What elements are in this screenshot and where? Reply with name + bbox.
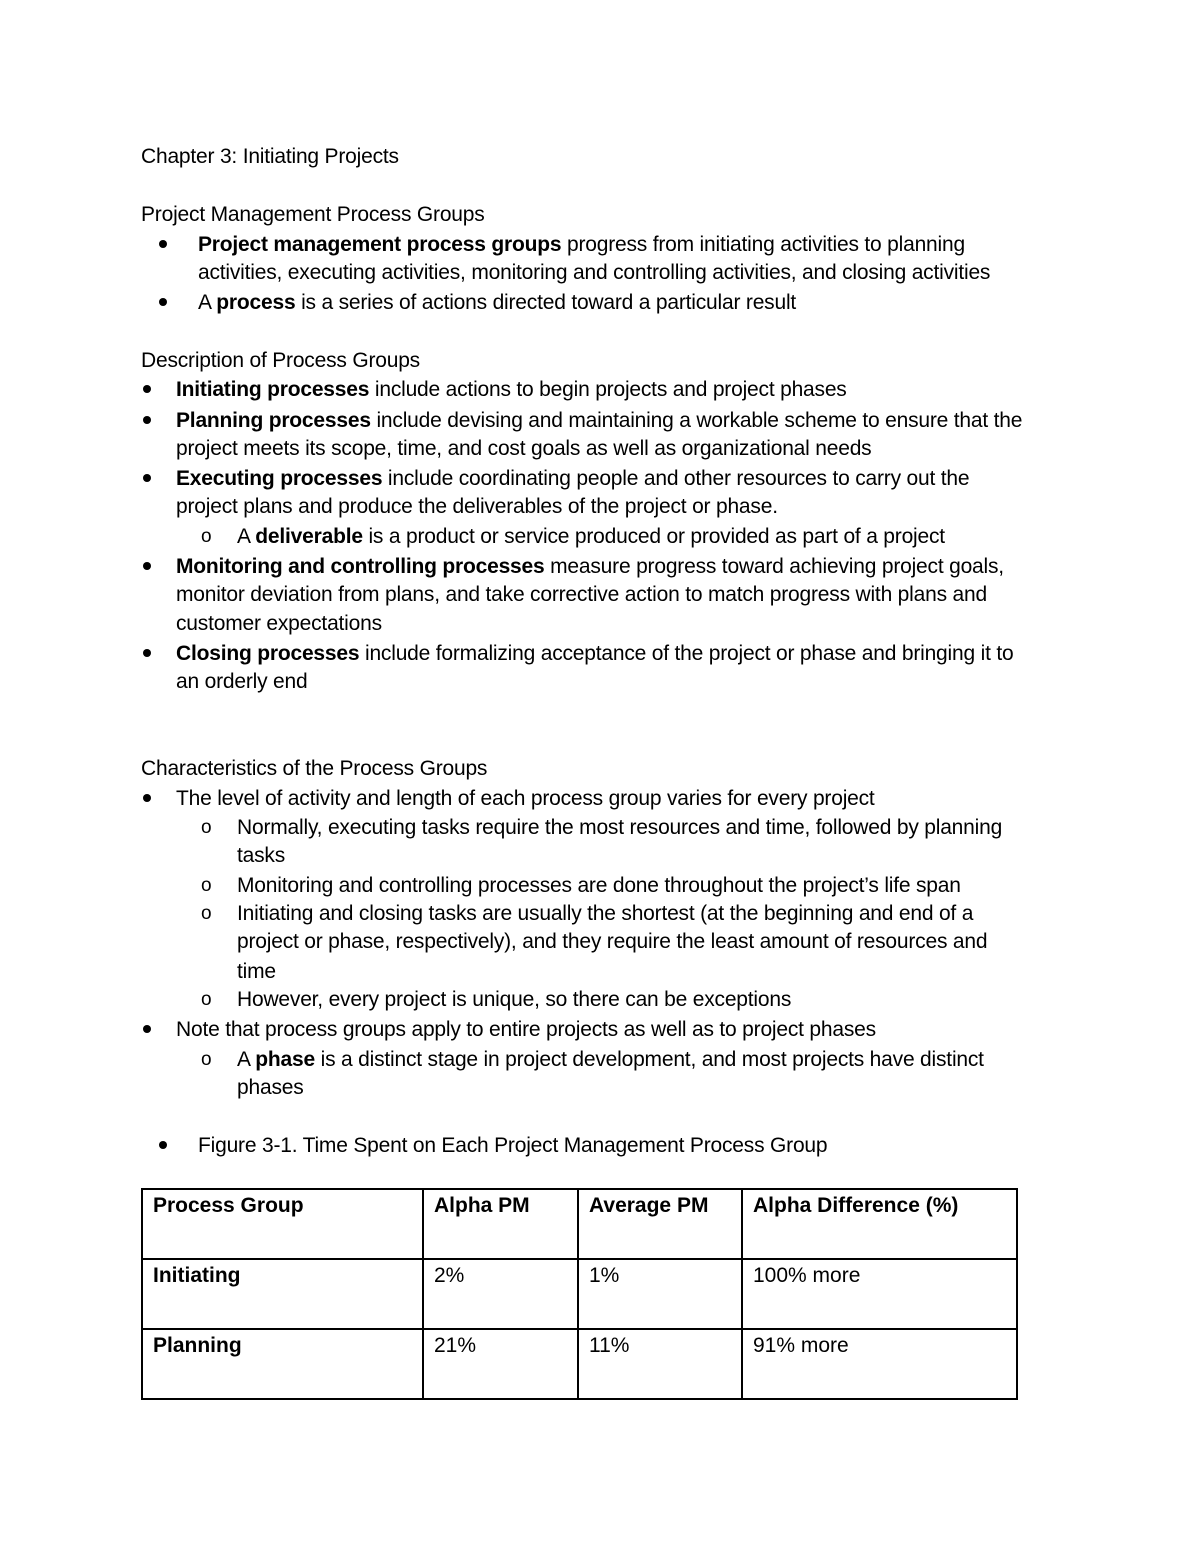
process-group-table bbox=[141, 1188, 1018, 1400]
chapter-title: Chapter 3: Initiating Projects bbox=[141, 145, 399, 168]
list-item-continuation: activities, executing activities, monitoring and controlling activities, and closing activities bbox=[198, 261, 991, 284]
section-heading-description: Description of Process Groups bbox=[141, 349, 420, 372]
section-heading-characteristics: Characteristics of the Process Groups bbox=[141, 757, 488, 780]
table-cell: 100% more bbox=[742, 1259, 1017, 1329]
bullet-icon bbox=[143, 562, 151, 570]
list-item: Planning processes include devising and maintaining a workable scheme to ensure that the bbox=[176, 409, 1023, 432]
list-item: Executing processes include coordinating people and other resources to carry out the bbox=[176, 467, 970, 490]
bullet-icon bbox=[143, 416, 151, 424]
sub-list-item: A phase is a distinct stage in project development, and most projects have distinct bbox=[237, 1048, 984, 1071]
table-header-cell: Alpha Difference (%) bbox=[742, 1189, 1017, 1259]
table-cell: 91% more bbox=[742, 1329, 1017, 1399]
sub-list-item: A deliverable is a product or service produced or provided as part of a project bbox=[237, 525, 945, 548]
bullet-icon bbox=[159, 298, 167, 306]
bullet-icon bbox=[143, 385, 151, 393]
sub-list-item: Initiating and closing tasks are usually the shortest (at the beginning and end of a bbox=[237, 902, 974, 925]
list-item: Monitoring and controlling processes measure progress toward achieving project goals, bbox=[176, 555, 1004, 578]
figure-caption: Figure 3-1. Time Spent on Each Project Management Process Group bbox=[198, 1134, 828, 1157]
sub-list-item-continuation: tasks bbox=[237, 844, 286, 867]
bullet-icon bbox=[159, 1141, 167, 1149]
table-header-cell: Process Group bbox=[142, 1189, 423, 1259]
list-item: The level of activity and length of each process group varies for every project bbox=[176, 787, 875, 810]
list-item: Initiating processes include actions to begin projects and project phases bbox=[176, 378, 847, 401]
list-item: Note that process groups apply to entire projects as well as to project phases bbox=[176, 1018, 876, 1041]
circle-bullet-icon: o bbox=[201, 875, 212, 896]
table-cell: Planning bbox=[142, 1329, 423, 1399]
sub-list-item: Monitoring and controlling processes are done throughout the project’s life span bbox=[237, 874, 961, 897]
bullet-icon bbox=[143, 1025, 151, 1033]
list-item-continuation: customer expectations bbox=[176, 612, 382, 635]
table-row bbox=[142, 1329, 1017, 1399]
bullet-icon bbox=[143, 474, 151, 482]
table-header-cell: Average PM bbox=[578, 1189, 742, 1259]
bullet-icon bbox=[159, 240, 167, 248]
circle-bullet-icon: o bbox=[201, 903, 212, 924]
table-cell: Initiating bbox=[142, 1259, 423, 1329]
section-heading-process-groups: Project Management Process Groups bbox=[141, 203, 485, 226]
table-cell: 2% bbox=[423, 1259, 578, 1329]
circle-bullet-icon: o bbox=[201, 817, 212, 838]
list-item: Project management process groups progress from initiating activities to planning bbox=[198, 233, 965, 256]
table-row bbox=[142, 1259, 1017, 1329]
list-item: Closing processes include formalizing acceptance of the project or phase and bringing it to bbox=[176, 642, 1014, 665]
bullet-icon bbox=[143, 794, 151, 802]
sub-list-item: Normally, executing tasks require the most resources and time, followed by planning bbox=[237, 816, 1003, 839]
sub-list-item-continuation: time bbox=[237, 960, 276, 983]
list-item-continuation: monitor deviation from plans, and take corrective action to match progress with plans and bbox=[176, 583, 987, 606]
table-cell: 1% bbox=[578, 1259, 742, 1329]
table-cell: 21% bbox=[423, 1329, 578, 1399]
sub-list-item-continuation: phases bbox=[237, 1076, 304, 1099]
sub-list-item: However, every project is unique, so there can be exceptions bbox=[237, 988, 792, 1011]
list-item-continuation: project plans and produce the deliverables of the project or phase. bbox=[176, 495, 778, 518]
list-item: A process is a series of actions directed toward a particular result bbox=[198, 291, 797, 314]
circle-bullet-icon: o bbox=[201, 1049, 212, 1070]
table-header-cell: Alpha PM bbox=[423, 1189, 578, 1259]
list-item-continuation: an orderly end bbox=[176, 670, 308, 693]
table-header-row bbox=[142, 1189, 1017, 1259]
bullet-icon bbox=[143, 649, 151, 657]
table-cell: 11% bbox=[578, 1329, 742, 1399]
list-item-continuation: project meets its scope, time, and cost goals as well as organizational needs bbox=[176, 437, 872, 460]
sub-list-item-continuation: project or phase, respectively), and they require the least amount of resources and bbox=[237, 930, 988, 953]
circle-bullet-icon: o bbox=[201, 989, 212, 1010]
circle-bullet-icon: o bbox=[201, 526, 212, 547]
